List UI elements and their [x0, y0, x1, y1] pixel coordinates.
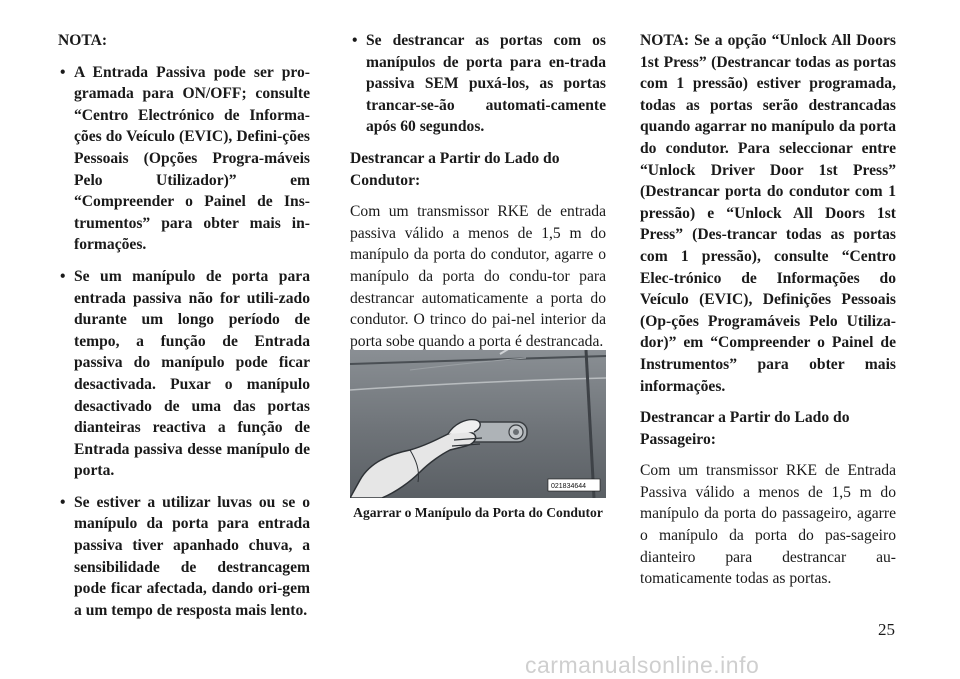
note-bullet-4: • Se destrancar as portas com os manípulos de porta para en-trada passiva SEM puxá-los, as portas trancar-se-ão automati-camente após 60 segundos. [350, 30, 606, 138]
figure-code: 021834644 [551, 483, 587, 490]
section-body-driver: Com um transmissor RKE de entrada passiva válido a menos de 1,5 m do manípulo da porta do condutor, agarre o manípulo da porta do condu-tor para destrancar automaticamente a porta do condutor. O trinco do pai-nel interior da porta sobe quando a porta é destrancada. [350, 203, 606, 350]
note-bullet-1: • A Entrada Passiva pode ser pro-gramada para ON/OFF; consulte “Centro Electrónico de Informa-ções do Veículo (EVIC), Defini-ções Pessoais (Opções Progra-máveis Pelo Utilizador)” em “Compreender o Painel de Ins-trumentos” para obter mais in-formações. [58, 62, 310, 256]
note-bullet-list [58, 62, 310, 622]
note-unlock-all-doors: NOTA: Se a opção “Unlock All Doors 1st Press” (Destrancar todas as portas com 1 pressão) estiver programada, todas as portas serão destrancadas quando agarrar no manípulo da porta do condutor. Para seleccionar entre “Unlock Driver Door 1st Press” (Destrancar porta do condutor com 1 pressão) e “Unlock All Doors 1st Press” (Des-trancar todas as portas com 1 pressão), consulte “Centro Elec-trónico de Informações do Veículo (EVIC), Definições Pessoais (Op-ções Programáveis Pelo Utiliza-dor)” em “Compreender o Painel de Instrumentos” para obter mais informações. [640, 32, 896, 395]
door-handle-drawing [350, 350, 606, 498]
column-2 [350, 30, 606, 362]
figure-caption: Agarrar o Manípulo da Porta do Condutor [353, 505, 603, 520]
note-bullet-list-continued [350, 30, 606, 138]
watermark: carmanualsonline.info [525, 652, 760, 678]
column-1 [58, 30, 310, 631]
page-number: 25 [878, 620, 895, 639]
column-3 [640, 30, 896, 600]
door-handle-illustration [350, 350, 606, 498]
note-label: NOTA: [58, 32, 108, 49]
section-heading-driver: Destrancar a Partir do Lado do Condutor: [350, 149, 560, 189]
note-bullet-3: • Se estiver a utilizar luvas ou se o manípulo da porta para entrada passiva tiver apanhado chuva, a sensibilidade de destrancagem pode ficar afectada, dando ori-gem a um tempo de resposta mais lento. [58, 492, 310, 622]
section-heading-passenger: Destrancar a Partir do Lado do Passageiro: [640, 409, 850, 448]
section-body-passenger: Com um transmissor RKE de Entrada Passiva válido a menos de 1,5 m do manípulo da porta do passageiro, agarre o manípulo da porta do pas-sageiro dianteiro para destrancar au-tomaticamente todas as portas. [640, 462, 896, 588]
note-bullet-2: • Se um manípulo de porta para entrada passiva não for utili-zado durante um longo período de tempo, a função de Entrada passiva do manípulo pode ficar desactivada. Puxar o manípulo desactivado de uma das portas dianteiras reactiva a função de Entrada passiva desse manípulo de porta. [58, 266, 310, 482]
